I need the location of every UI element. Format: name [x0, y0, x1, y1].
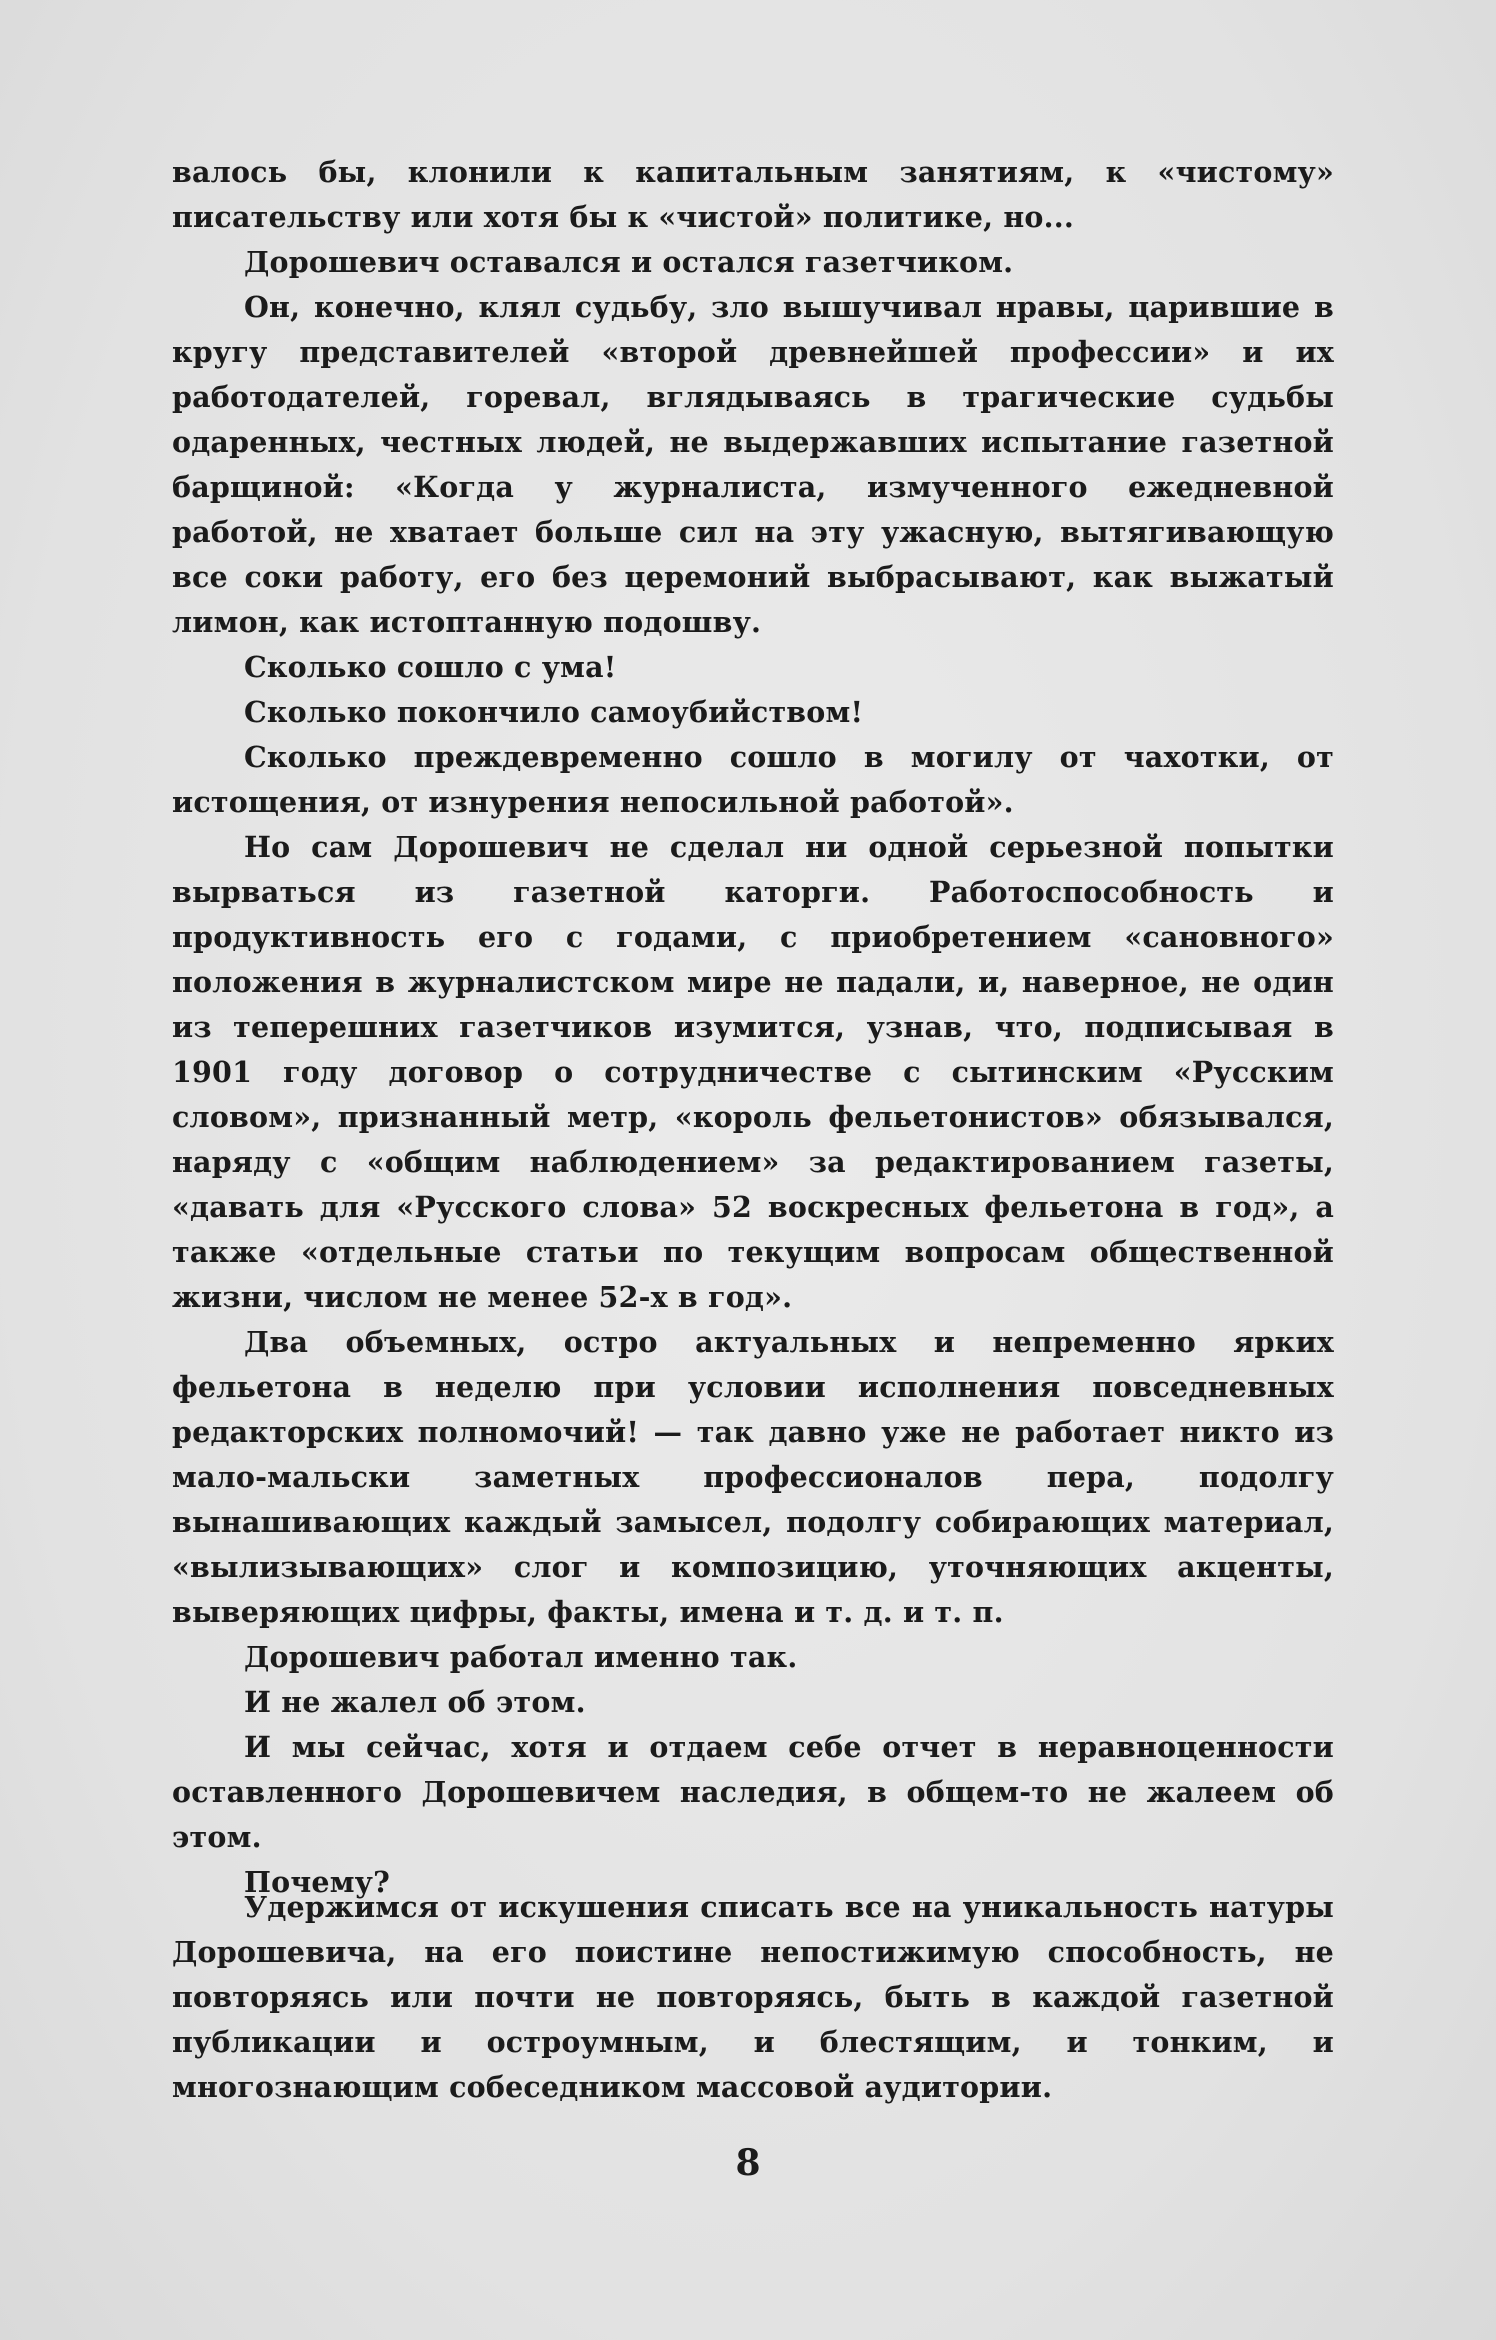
paragraph: Удержимся от искушения списать все на уникальность натуры Дорошевича, на его поистине непостижимую способность, не повторяясь или почти не повторяясь, быть в каждой газетной публикации и остроумным, и блестящим, и тонким, и многознающим собеседником массовой аудитории.: [172, 1890, 1334, 2104]
paragraph: Дорошевич работал именно так.: [244, 1640, 798, 1674]
paragraph: Почему?: [244, 1865, 391, 1899]
paragraph: Сколько преждевременно сошло в могилу от чахотки, от истощения, от изнурения непосильной работой».: [172, 740, 1334, 819]
paragraph: валось бы, клонили к капитальным занятиям, к «чистому» писательству или хотя бы к «чистой» политике, но...: [172, 155, 1334, 234]
paragraph: Но сам Дорошевич не сделал ни одной серьезной попытки вырваться из газетной каторги. Работоспособность и продуктивность его с годами, с приобретением «сановного» положения в журналистском мире не падали, и, наверное, не один из теперешних газетчиков изумится, узнав, что, подписывая в 1901 году договор о сотрудничестве с сытинским «Русским словом», признанный метр, «король фельетонистов» обязывался, наряду с «общим наблюдением» за редактированием газеты, «давать для «Русского слова» 52 воскресных фельетона в год», а также «отдельные статьи по текущим вопросам общественной жизни, числом не менее 52-х в год».: [172, 830, 1334, 1314]
paragraph: Два объемных, остро актуальных и непременно ярких фельетона в неделю при условии исполнения повседневных редакторских полномочий! — так давно уже не работает никто из мало-мальски заметных профессионалов пера, подолгу вынашивающих каждый замысел, подолгу собирающих материал, «вылизывающих» слог и композицию, уточняющих акценты, выверяющих цифры, факты, имена и т. д. и т. п.: [172, 1325, 1334, 1629]
paragraph: Сколько покончило самоубийством!: [244, 695, 864, 729]
paragraph: И мы сейчас, хотя и отдаем себе отчет в неравноценности оставленного Дорошевичем наследия, в общем-то не жалеем об этом.: [172, 1730, 1334, 1854]
paragraph: Он, конечно, клял судьбу, зло вышучивал нравы, царившие в кругу представителей «второй древнейшей профессии» и их работодателей, горевал, вглядываясь в трагические судьбы одаренных, честных людей, не выдержавших испытание газетной барщиной: «Когда у журналиста, измученного ежедневной работой, не хватает больше сил на эту ужасную, вытягивающую все соки работу, его без церемоний выбрасывают, как выжатый лимон, как истоптанную подошву.: [172, 290, 1334, 639]
paragraph: И не жалел об этом.: [244, 1685, 586, 1719]
page-number: 8: [735, 2142, 761, 2184]
paragraph: Дорошевич оставался и остался газетчиком.: [244, 245, 1014, 279]
main-text-block: [172, 150, 1334, 1905]
paragraph: Сколько сошло с ума!: [244, 650, 617, 684]
section-text-block: [172, 1885, 1334, 2110]
